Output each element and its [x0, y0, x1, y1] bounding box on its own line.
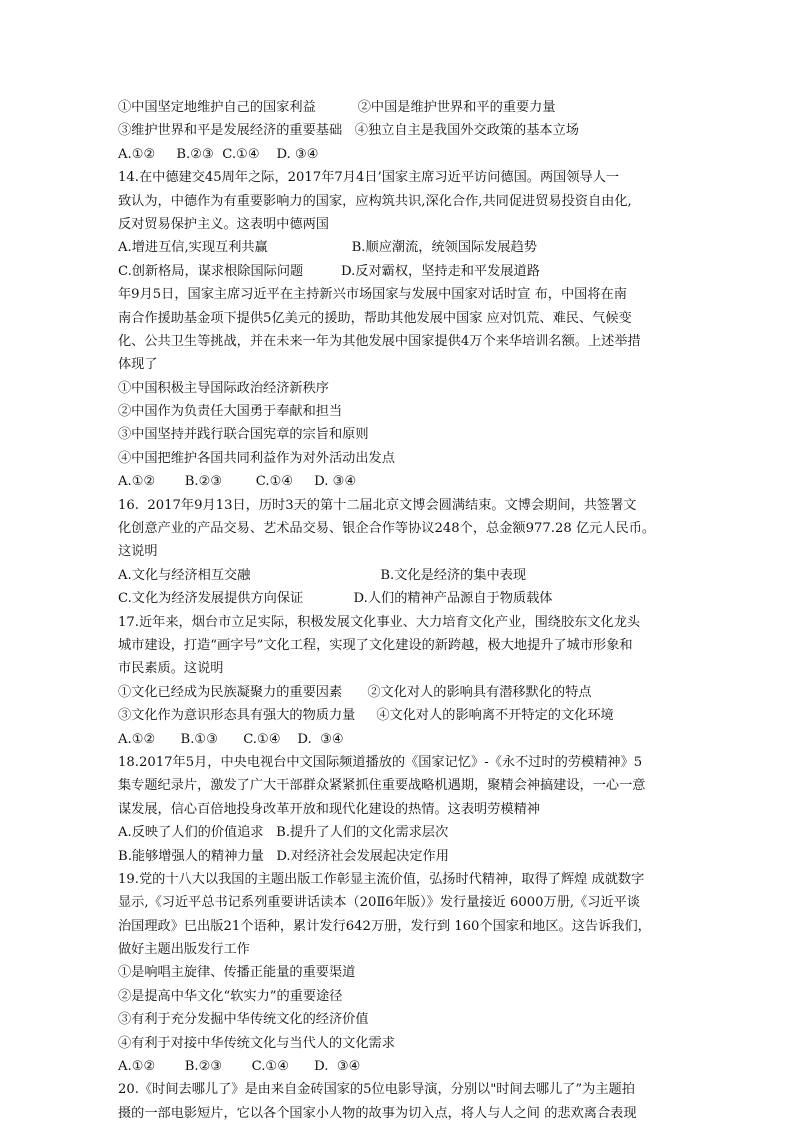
statement-item: ①中国积极主导国际政治经济新秩序 [118, 380, 329, 396]
text-line: 市民素质。这说明 [118, 661, 224, 677]
text-line: 城市建设，打造“画字号”文化工程，实现了文化建设的新跨越，极大地提升了城市形象和 [118, 637, 633, 653]
statement-item: ③文化作为意识形态具有强大的物质力量 ④文化对人的影响离不开特定的文化环境 [118, 708, 614, 724]
text-line: 化、公共卫生等挑战，并在未来一年为其他发展中国家提供4万个来华培训名额。上述举措 [118, 333, 641, 349]
statement-item: ③中国坚持并践行联合国宪章的宗旨和原则 [118, 427, 369, 443]
statement-item: ④有利于对接中华传统文化与当代人的文化需求 [118, 1035, 395, 1051]
question-16: 16. 2017年9月13日，历时3天的第十二届北京文博会圆满结束。文博会期间，共签署文 [118, 497, 637, 513]
answer-options: A.①② B.②③ C.①④ D. ③④ [118, 146, 319, 162]
statement-item: ①文化已经成为民族凝聚力的重要因素 ②文化对人的影响具有潜移默化的特点 [118, 684, 592, 700]
question-19: 19.党的十八大以我国的主题出版工作彰显主流价值，弘扬时代精神，取得了辉煌 成就数字 [118, 871, 645, 887]
text-line: ③维护世界和平是发展经济的重要基础 ④独立自主是我国外交政策的基本立场 [118, 123, 579, 139]
statement-item: ①是响唱主旋律、传播正能量的重要渠道 [118, 965, 356, 981]
text-line: 南合作援助基金项下提供5亿美元的援助，帮助其他发展中国家 应对饥荒、难民、气候变 [118, 310, 632, 326]
answer-options: B.能够增强人的精神力量 D.对经济社会发展起决定作用 [118, 848, 449, 864]
text-line: 谋发展，信心百倍地投身改革开放和现代化建设的热情。这表明劳模精神 [118, 801, 540, 817]
question-text-block [118, 96, 680, 1125]
question-14: 14.在中德建交45周年之际，2017年7月4日’国家主席习近平访问德国。两国领导人一 [118, 170, 620, 186]
text-line: ①中国坚定地维护自己的国家利益 ②中国是维护世界和平的重要力量 [118, 100, 556, 115]
text-line: 集专题纪录片，激发了广大干部群众紧紧抓住重要战略机遇期，聚精会神搞建设，一心一意 [118, 778, 646, 794]
answer-options: C.创新格局，谋求根除国际问题 D.反对霸权，坚持走和平发展道路 [118, 263, 540, 279]
statement-item: ②是提高中华文化“软实力”的重要途径 [118, 988, 343, 1004]
answer-options: A.①② B.①③ C.①④ D. ③④ [118, 731, 344, 747]
statement-item: ②中国作为负责任大国勇于奉献和担当 [118, 404, 343, 420]
text-line: 体现了 [118, 357, 158, 373]
text-line: 做好主题出版发行工作 [118, 942, 250, 958]
text-line: 反对贸易保护主义。这表明中德两国 [118, 216, 329, 232]
text-line: 化创意产业的产品交易、艺术品交易、银企合作等协议248个，总金额977.28 亿元人民币。 [118, 521, 656, 537]
answer-options: A.①② B.②③ C.①④ D. ③④ [118, 1059, 361, 1075]
answer-options: C.文化为经济发展提供方向保证 D.人们的精神产品源自于物质载体 [118, 591, 553, 607]
question-18: 18.2017年5月，中央电视台中文国际频道播放的《国家记忆》-《永不过时的劳模精神》5 [118, 754, 643, 770]
answer-options: A.文化与经济相互交融 B.文化是经济的集中表现 [118, 567, 527, 583]
text-line: 治国理政》巳出版21个语种，累计发行642万册，发行到 160个国家和地区。这告诉我们， [118, 918, 651, 934]
statement-item: ③有利于充分发掘中华传统文化的经济价值 [118, 1012, 369, 1028]
text-line: 显示,《习近平总书记系列重要讲话读本（20Ⅱ6年版）》发行量接近 6000万册,《习近平谈 [118, 895, 641, 911]
text-line: 这说明 [118, 544, 158, 560]
statement-item: ④中国把维护各国共同利益作为对外活动出发点 [118, 450, 395, 466]
question-17: 17.近年来，烟台市立足实际，积极发展文化事业、大力培育文化产业，围绕胶东文化龙头 [118, 614, 641, 630]
answer-options: A.反映了人们的价值追求 B.提升了人们的文化需求层次 [118, 825, 449, 841]
question-20: 20.《时间去哪儿了》是由来自金砖国家的5位电影导演，分别以"时间去哪儿了”为主题拍 [118, 1082, 635, 1098]
text-line: 摄的一部电影短片，它以各个国家小人物的故事为切入点，将人与人之间 的悲欢离合表现 [118, 1105, 637, 1121]
answer-options: A.增进互信,实现互利共赢 B.顺应潮流，统领国际发展趋势 [118, 240, 537, 256]
question-15: 年9月5日，国家主席习近平在主持新兴市场国家与发展中国家对话时宣 布，中国将在南 [118, 287, 627, 303]
text-line: 致认为，中德作为有重要影响力的国家，应构筑共识,深化合作,共同促进贸易投资自由化, [118, 193, 632, 209]
answer-options: A.①② B.②③ C.①④ D. ③④ [118, 474, 357, 490]
